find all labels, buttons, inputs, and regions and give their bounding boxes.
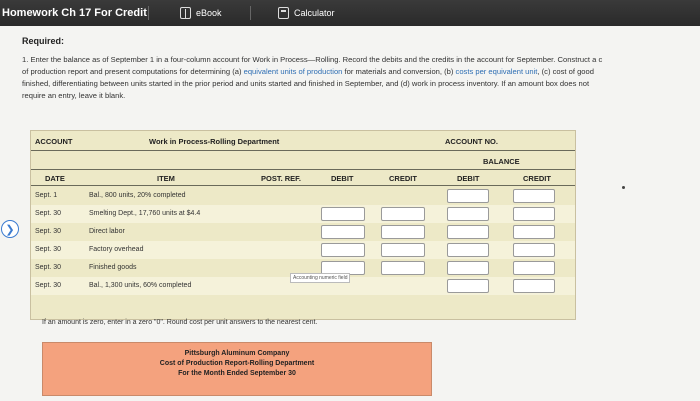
- main-content: [0, 26, 700, 401]
- table-row: [31, 205, 575, 223]
- instructions-text: [22, 54, 700, 102]
- row-date: Sept. 30: [35, 210, 62, 217]
- post-ref-header: POST. REF.: [261, 174, 302, 183]
- credit-input[interactable]: [381, 207, 425, 221]
- calculator-label: Calculator: [294, 8, 335, 18]
- item-header: ITEM: [157, 174, 175, 183]
- report-title: Cost of Production Report-Rolling Department: [159, 360, 315, 367]
- toolbar-divider: [250, 6, 251, 20]
- balance-debit-input[interactable]: [447, 261, 489, 275]
- table-row: [31, 187, 575, 205]
- account-label: ACCOUNT: [35, 137, 73, 146]
- expand-arrow-button[interactable]: [1, 220, 19, 238]
- credit-input[interactable]: [381, 243, 425, 257]
- row-date: Sept. 30: [35, 264, 62, 271]
- row-date: Sept. 1: [35, 192, 58, 199]
- balance-debit-input[interactable]: [447, 243, 489, 257]
- report-period: For the Month Ended September 30: [178, 370, 296, 377]
- report-company: Pittsburgh Aluminum Company: [184, 350, 290, 357]
- balance-debit-input[interactable]: [447, 279, 489, 293]
- field-tooltip: Accounting numeric field: [290, 273, 350, 283]
- table-row: [31, 241, 575, 259]
- balance-debit-input[interactable]: [447, 189, 489, 203]
- header-rule: [31, 150, 575, 151]
- rounding-note: If an amount is zero, enter in a zero "0". Round cost per unit answers to the nearest cent.: [42, 319, 318, 326]
- debit-header: DEBIT: [331, 174, 354, 183]
- debit-input[interactable]: [321, 243, 365, 257]
- header-rule: [31, 185, 575, 186]
- date-header: DATE: [45, 174, 65, 183]
- instruction-line-3: finished, differentiating between units started in the prior period and units started and finished in September, and (d) work in process inventory. If an amount box does not: [22, 79, 590, 88]
- row-item: Bal., 1,300 units, 60% completed: [89, 282, 192, 289]
- balance-debit-header: DEBIT: [457, 174, 480, 183]
- debit-input[interactable]: [321, 207, 365, 221]
- required-heading: Required:: [22, 36, 65, 46]
- row-item: Bal., 800 units, 20% completed: [89, 192, 186, 199]
- row-date: Sept. 30: [35, 282, 62, 289]
- cost-of-production-report-header: [42, 342, 432, 396]
- balance-credit-input[interactable]: [513, 261, 555, 275]
- decorative-dot: [622, 186, 625, 189]
- header-rule: [31, 169, 575, 170]
- credit-input[interactable]: [381, 261, 425, 275]
- ebook-label: eBook: [196, 8, 222, 18]
- balance-label: BALANCE: [483, 157, 520, 166]
- row-date: Sept. 30: [35, 246, 62, 253]
- account-no-label: ACCOUNT NO.: [445, 137, 498, 146]
- balance-credit-header: CREDIT: [523, 174, 551, 183]
- top-bar: [0, 0, 700, 26]
- assignment-title: Homework Ch 17 For Credit: [2, 7, 147, 19]
- instruction-line-4: require an entry, leave it blank.: [22, 91, 126, 100]
- equivalent-units-link[interactable]: equivalent units of production: [243, 67, 343, 76]
- row-item: Smelting Dept., 17,760 units at $4.4: [89, 210, 201, 217]
- debit-input[interactable]: [321, 225, 365, 239]
- balance-credit-input[interactable]: [513, 279, 555, 293]
- toolbar-divider: [148, 6, 149, 20]
- balance-debit-input[interactable]: [447, 207, 489, 221]
- ebook-button[interactable]: [180, 4, 222, 22]
- calculator-icon: [278, 7, 289, 19]
- balance-credit-input[interactable]: [513, 243, 555, 257]
- instruction-line-2: [22, 66, 700, 78]
- row-item: Finished goods: [89, 264, 137, 271]
- balance-debit-input[interactable]: [447, 225, 489, 239]
- instruction-line-2-text: , (c) cost of good: [537, 67, 594, 76]
- balance-credit-input[interactable]: [513, 207, 555, 221]
- calculator-button[interactable]: [278, 4, 335, 22]
- chevron-right-icon: ❯: [5, 223, 15, 236]
- cost-per-unit-link[interactable]: costs per equivalent unit: [455, 67, 538, 76]
- balance-credit-input[interactable]: [513, 225, 555, 239]
- balance-credit-input[interactable]: [513, 189, 555, 203]
- credit-header: CREDIT: [389, 174, 417, 183]
- instruction-line-1: 1. Enter the balance as of September 1 in a four-column account for Work in Process—Rolling. Record the debits and the credits in the account for September. Construct a c: [22, 55, 603, 64]
- instruction-line-2-text: for materials and conversion, (b): [342, 67, 456, 76]
- row-date: Sept. 30: [35, 228, 62, 235]
- ledger-account: [30, 130, 576, 320]
- row-item: Direct labor: [89, 228, 125, 235]
- account-name: Work in Process-Rolling Department: [149, 137, 280, 146]
- instruction-line-2-text: of production report and present computations for determining (a): [22, 67, 244, 76]
- credit-input[interactable]: [381, 225, 425, 239]
- row-item: Factory overhead: [89, 246, 144, 253]
- table-row: [31, 223, 575, 241]
- book-icon: [180, 7, 191, 19]
